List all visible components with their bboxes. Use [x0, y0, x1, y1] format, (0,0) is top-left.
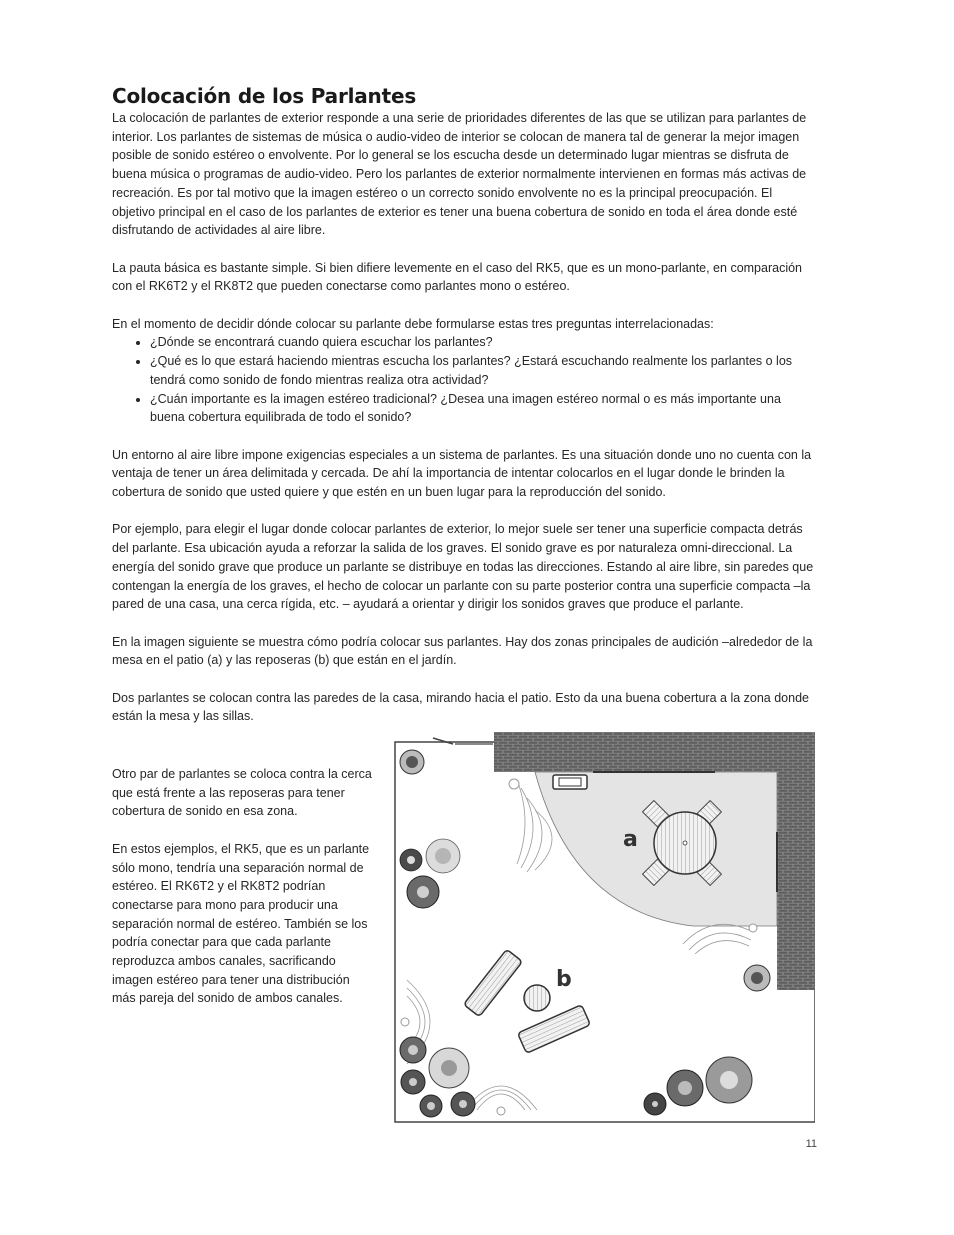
- questions-intro: En el momento de decidir dónde colocar su parlante debe formularse estas tres preguntas interrelacionadas:: [112, 316, 714, 331]
- guideline-paragraph: La pauta básica es bastante simple. Si bien difiere levemente en el caso del RK5, que es un mono-parlante, en comparación con el RK6T2 y el RK8T2 que pueden conectarse como parlantes mono o estéreo.: [112, 260, 803, 294]
- mono-stereo-paragraph: En estos ejemplos, el RK5, que es un parlante sólo mono, tendría una separación normal de estéreo. El RK6T2 y el RK8T2 podrían conectarse para mono para producir una separación normal de estéreo. También se los podría conectar para que cada parlante reproduzca ambos canales, sacrificando imagen estéreo para tener una distribución más pareja del sonido de ambos canales.: [112, 841, 370, 1006]
- plant-icon: [429, 1048, 469, 1088]
- list-item: • ¿Qué es lo que estará haciendo mientras escucha los parlantes? ¿Estará escuchando realmente los parlantes o los tendrá como sonido de fondo mientras realiza otra actividad?: [150, 352, 818, 389]
- zone-label-b: b: [556, 967, 572, 992]
- plant-icon: [426, 839, 460, 873]
- house-wall-top: [494, 732, 815, 772]
- plant-icon: [400, 750, 424, 774]
- plant-icon: [706, 1057, 752, 1103]
- questions-list: [112, 333, 818, 427]
- plant-icon: [407, 876, 439, 908]
- main-text: [112, 109, 818, 726]
- speaker-icon: [553, 775, 587, 789]
- plant-icon: [400, 1037, 426, 1063]
- list-item: • ¿Cuán importante es la imagen estéreo tradicional? ¿Desea una imagen estéreo normal o es más importante una buena cobertura equilibrada de todo el sonido?: [150, 390, 818, 427]
- plant-icon: [400, 849, 422, 871]
- plant-icon: [420, 1095, 442, 1117]
- side-table-icon: [524, 985, 550, 1011]
- side-text: [112, 765, 374, 1027]
- house-wall-right: [777, 732, 815, 990]
- plant-icon: [401, 1070, 425, 1094]
- plant-icon: [644, 1093, 666, 1115]
- patio-table-icon: [643, 801, 722, 886]
- example-paragraph: Por ejemplo, para elegir el lugar donde colocar parlantes de exterior, lo mejor suele ser tener una superficie compacta detrás del parlante. Esa ubicación ayuda a reforzar la salida de los graves. El sonido grave es por naturaleza omni-direccional. La energía del sonido grave que produce un parlante se distribuye en todas las direcciones. Estando al aire libre, sin paredes que contengan la energía de los graves, el hecho de colocar un parlante con su parte posterior contra una superficie compacta –la pared de una casa, una cerca rígida, etc. – ayudará a orientar y dirigir los sonidos graves que produce el parlante.: [112, 522, 814, 612]
- intro-paragraph: La colocación de parlantes de exterior responde a una serie de prioridades diferentes de las que se utilizan para parlantes de interior. Los parlantes de sistemas de música o audio-video de interior se colocan de manera tal de generar la mejor imagen posible de sonido estéreo o envolvente. Por lo general se los escucha desde un determinado lugar mientras se disfruta de buena música o programas de audio-video. Pero los parlantes de exterior normalmente intervienen en formas más activas de recreación. Es por tal motivo que la imagen estéreo o un correcto sonido envolvente no es la principal preocupación. El objetivo principal en el caso de los parlantes de exterior es tener una buena cobertura de sonido en toda el área donde esté disfrutando de actividades al aire libre.: [112, 111, 807, 238]
- page-number: 11: [805, 1138, 817, 1150]
- plant-icon: [667, 1070, 703, 1106]
- plant-icon: [451, 1092, 475, 1116]
- house-speakers-paragraph: Dos parlantes se colocan contra las paredes de la casa, mirando hacia el patio. Esto da una buena cobertura a la zona donde están la mesa y las sillas.: [112, 690, 809, 724]
- list-item: • ¿Dónde se encontrará cuando quiera escuchar los parlantes?: [150, 333, 818, 352]
- plant-icon: [744, 965, 770, 991]
- fence-speakers-paragraph: Otro par de parlantes se coloca contra la cerca que está frente a las reposeras para tener cobertura de sonido en esa zona.: [112, 767, 372, 819]
- image-intro-paragraph: En la imagen siguiente se muestra cómo podría colocar sus parlantes. Hay dos zonas principales de audición –alrededor de la mesa en el patio (a) y las reposeras (b) que están en el jardín.: [112, 634, 813, 668]
- outdoor-paragraph: Un entorno al aire libre impone exigencias especiales a un sistema de parlantes. Es una situación donde uno no cuenta con la ventaja de tener un área delimitada y cercada. De ahí la importancia de intentar colocarlos en el lugar donde le brinden la cobertura de sonido que usted quiere y que estén en un buen lugar para la reproducción del sonido.: [112, 447, 812, 500]
- page-title: Colocación de los Parlantes: [112, 84, 417, 108]
- zone-label-a: a: [623, 827, 638, 852]
- speaker-placement-diagram: [393, 732, 815, 1124]
